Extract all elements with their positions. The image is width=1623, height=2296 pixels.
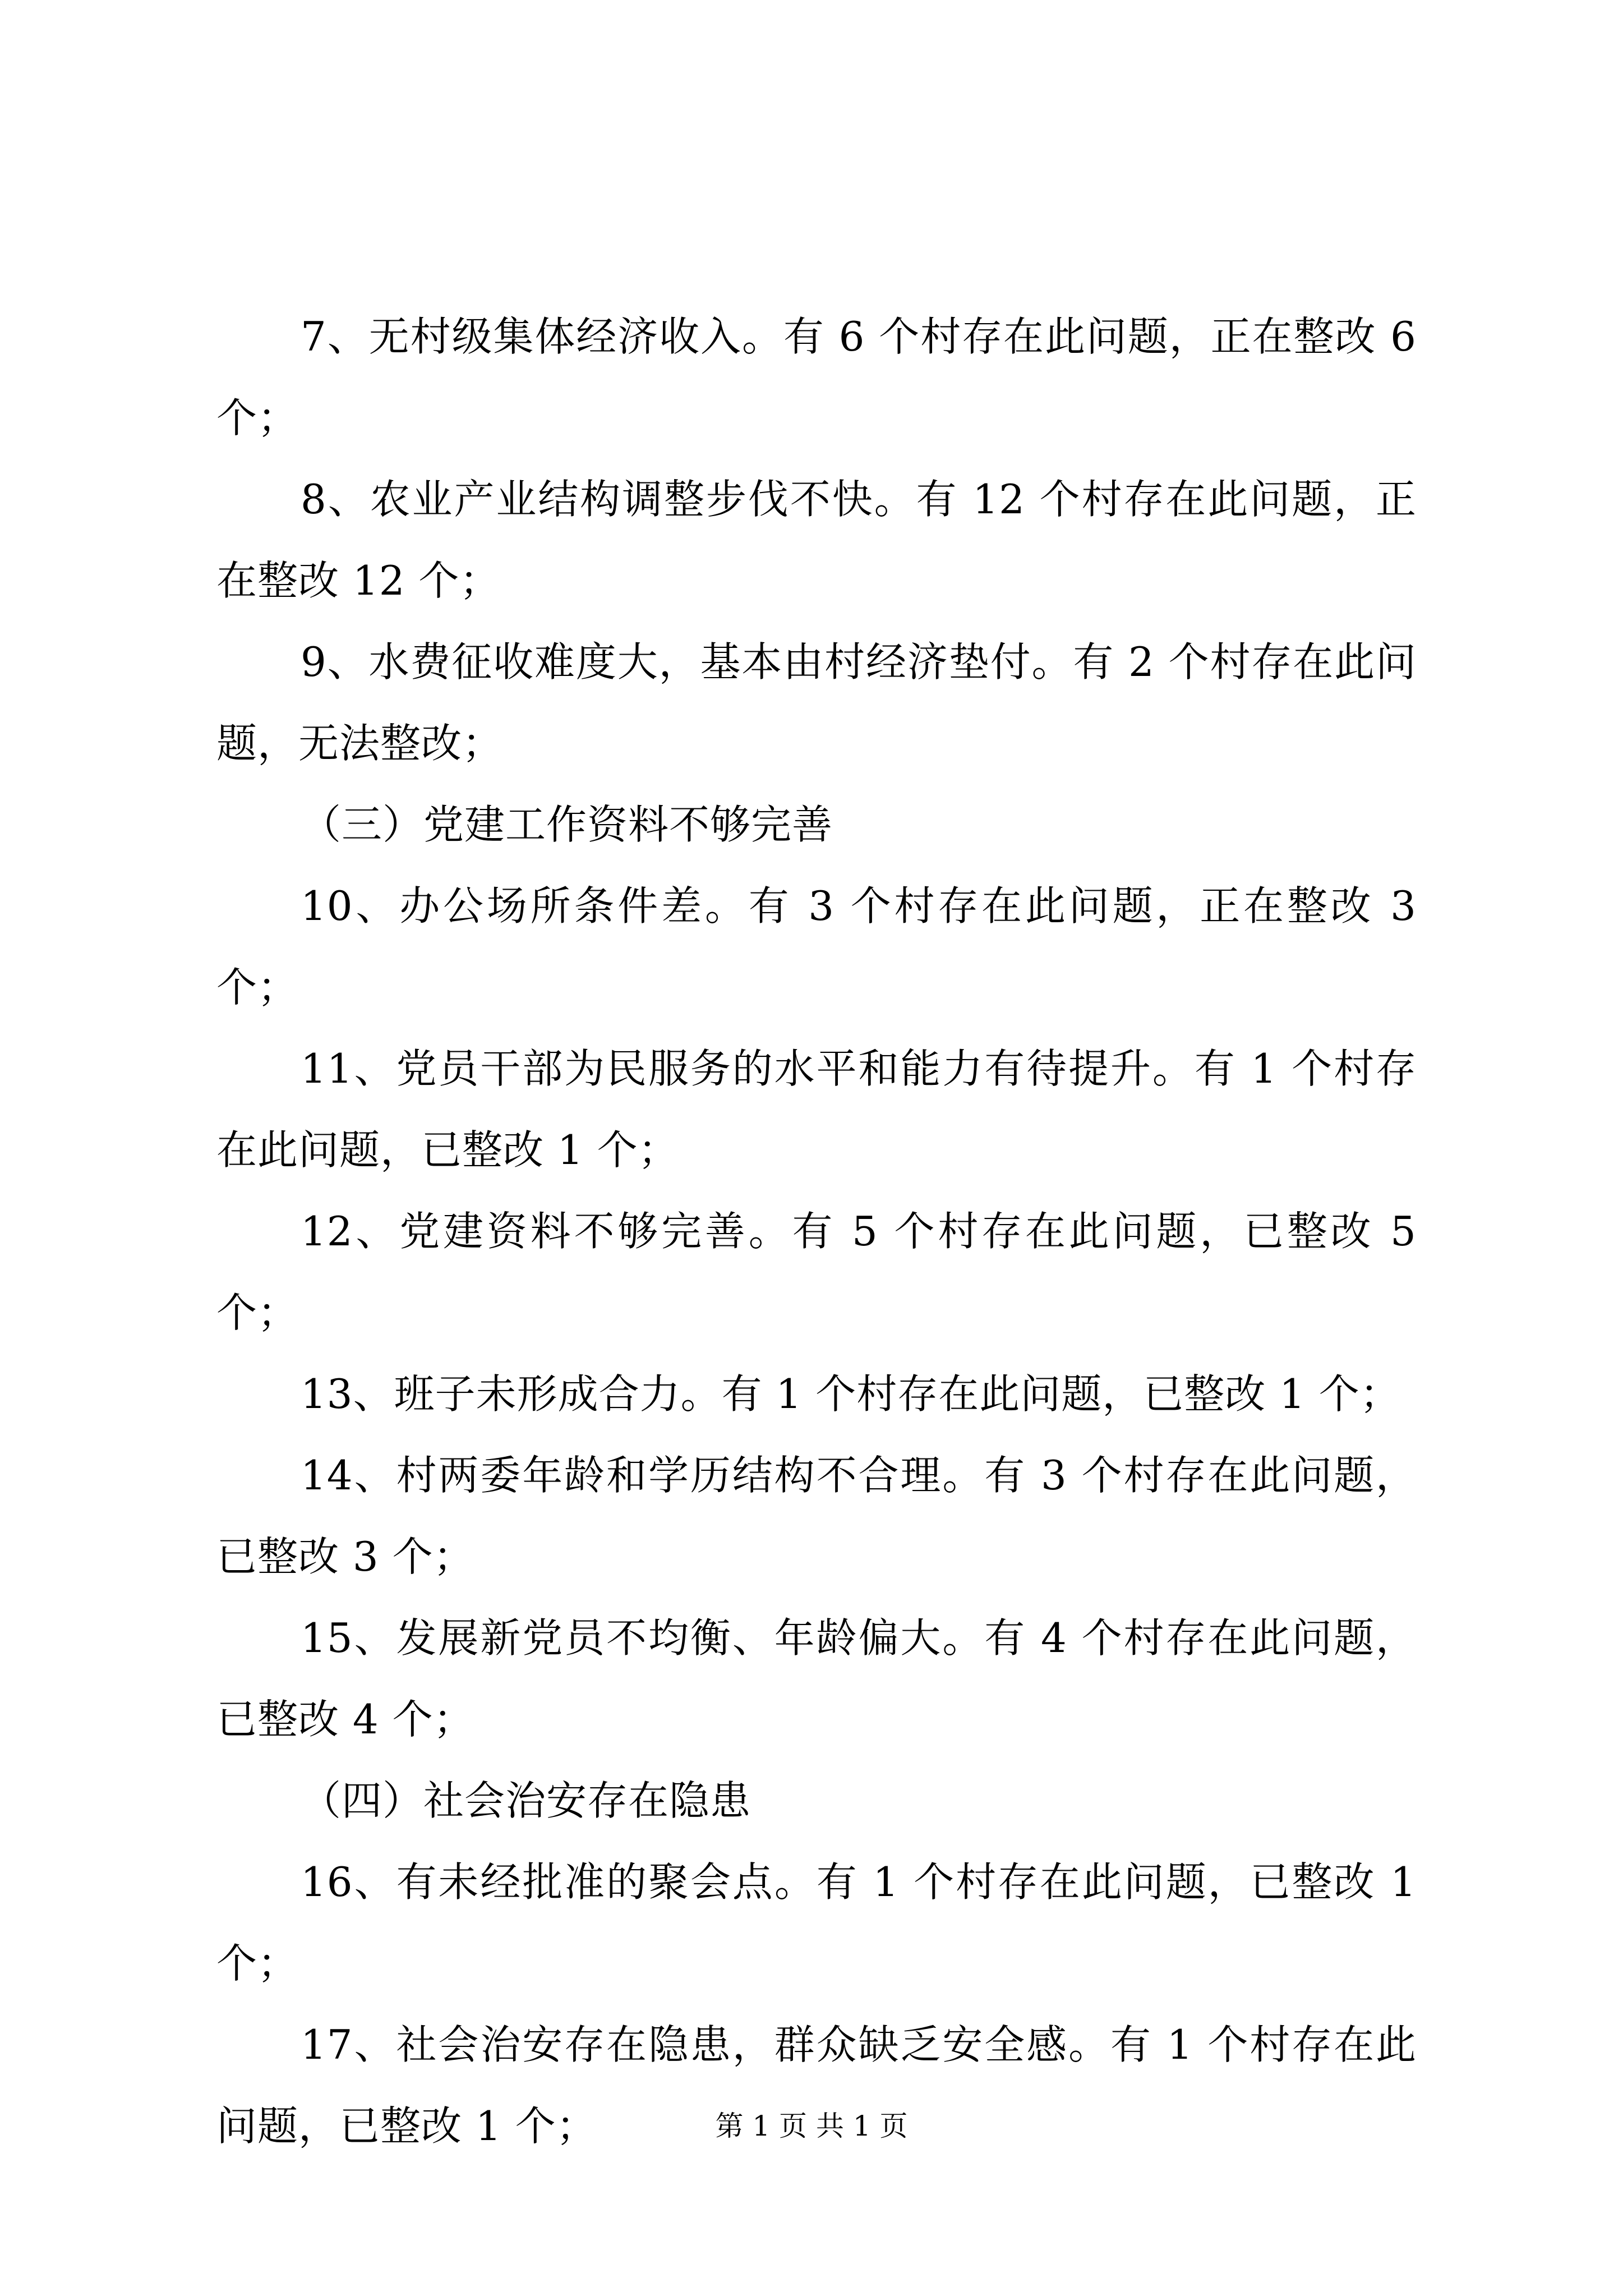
list-item-13: 13、班子未形成合力。有 1 个村存在此问题，已整改 1 个； <box>301 1370 1401 1418</box>
list-item-16: 16、有未经批准的聚会点。有 1 个村存在此问题，已整改 1 个； <box>216 1858 1417 1987</box>
list-item-8: 8、农业产业结构调整步伐不快。有 12 个村存在此问题，正在整改 12 个； <box>216 476 1417 604</box>
list-item-10: 10、办公场所条件差。有 3 个村存在此问题，正在整改 3 个； <box>216 882 1417 1011</box>
list-item-15: 15、发展新党员不均衡、年龄偏大。有 4 个村存在此问题，已整改 4 个； <box>216 1614 1417 1743</box>
section-heading-4: （四）社会治安存在隐患 <box>301 1777 751 1824</box>
document-body <box>216 296 1417 2167</box>
list-item-11: 11、党员干部为民服务的水平和能力有待提升。有 1 个村存在此问题，已整改 1 个； <box>216 1045 1417 1174</box>
list-item-9: 9、水费征收难度大，基本由村经济垫付。有 2 个村存在此问题，无法整改； <box>216 638 1417 767</box>
section-heading-3: （三）党建工作资料不够完善 <box>301 801 833 848</box>
list-item-12: 12、党建资料不够完善。有 5 个村存在此问题，已整改 5 个； <box>216 1208 1417 1336</box>
list-item-17: 17、社会治安存在隐患，群众缺乏安全感。有 1 个村存在此问题，已整改 1 个； <box>216 2021 1417 2150</box>
page-footer: 第 1 页 共 1 页 <box>715 2110 908 2142</box>
list-item-7: 7、无村级集体经济收入。有 6 个村存在此问题，正在整改 6 个； <box>216 313 1417 441</box>
list-item-14: 14、村两委年龄和学历结构不合理。有 3 个村存在此问题，已整改 3 个； <box>216 1452 1417 1580</box>
